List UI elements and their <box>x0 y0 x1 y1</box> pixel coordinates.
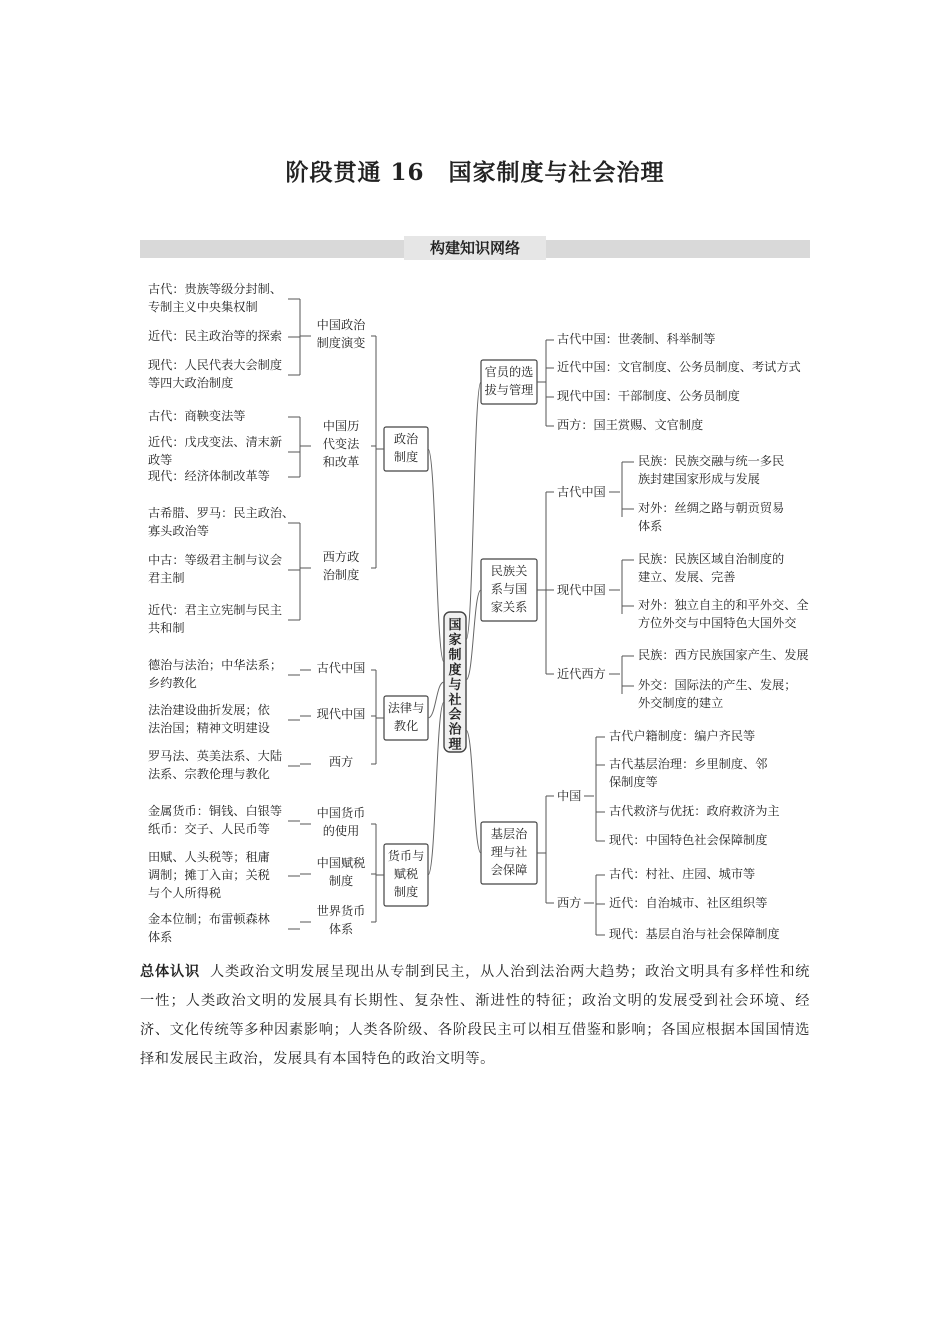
leaf-huobi-0-0-line: 金属货币：铜钱、白银等 <box>148 804 283 819</box>
leaf-falv-1-0 <box>148 702 270 735</box>
branch-zhengzhi-line: 制度 <box>393 450 419 465</box>
leaf-falv-0-0-line: 德治与法治；中华法系； <box>148 658 283 673</box>
sub-minzu-2: 近代西方 <box>557 667 606 681</box>
leaf-minzu-0-1 <box>638 500 784 533</box>
leaf-guanyuan-1-line: 近代中国：文官制度、公务员制度、考试方式 <box>557 360 801 375</box>
leaf-zhengzhi-1-1-line: 政等 <box>148 453 173 468</box>
leaf-jiceng-1-2 <box>609 926 780 941</box>
leaf-huobi-1-0-line: 田赋、人头税等；租庸 <box>148 850 270 865</box>
leaf-minzu-1-1-line: 对外：独立自主的和平外交、全 <box>638 598 809 613</box>
summary-heading: 总体认识 <box>140 964 201 980</box>
sub-falv-1 <box>317 706 366 721</box>
leaf-minzu-0-1-line: 对外：丝绸之路与朝贡贸易 <box>638 501 785 516</box>
sub-zhengzhi-1-line: 中国历 <box>322 419 360 434</box>
leaf-falv-0-0-line: 乡约教化 <box>148 676 197 691</box>
leaf-minzu-0-0 <box>638 453 784 486</box>
leaf-zhengzhi-0-2-line: 现代：人民代表大会制度 <box>148 358 283 373</box>
root-node-char: 治 <box>448 722 462 738</box>
root-node-char: 国 <box>448 618 462 633</box>
root-node <box>447 617 462 753</box>
leaf-minzu-2-0 <box>638 647 809 662</box>
sub-zhengzhi-1-line: 和改革 <box>322 455 360 470</box>
sub-minzu-1: 现代中国 <box>557 583 606 597</box>
leaf-jiceng-0-3-line: 现代：中国特色社会保障制度 <box>609 833 768 848</box>
sub-zhengzhi-0-line: 制度演变 <box>316 336 366 351</box>
leaf-minzu-1-1 <box>638 597 809 630</box>
sub-falv-2 <box>329 754 353 769</box>
branch-jiceng <box>491 827 528 877</box>
branch-falv-line: 法律与 <box>387 701 425 716</box>
leaf-jiceng-1-0 <box>609 866 755 881</box>
branch-huobi-connector <box>428 702 444 875</box>
leaf-zhengzhi-1-2-line: 现代：经济体制改革等 <box>148 469 270 484</box>
leaf-zhengzhi-2-2-line: 近代：君主立宪制与民主 <box>148 603 283 618</box>
branch-minzu-line: 系与国 <box>490 582 528 597</box>
leaf-huobi-2-0-line: 金本位制；布雷顿森林 <box>148 912 270 927</box>
branch-huobi-line: 货币与 <box>387 849 425 864</box>
leaf-zhengzhi-1-0-line: 古代：商鞅变法等 <box>148 409 246 424</box>
root-node-char: 与 <box>448 677 462 693</box>
sub-zhengzhi-1-line: 代变法 <box>322 437 360 452</box>
sub-huobi-0 <box>317 805 366 838</box>
leaf-minzu-0-0-line: 民族：民族交融与统一多民 <box>638 454 785 469</box>
leaf-jiceng-0-1-line: 古代基层治理：乡里制度、邻 <box>609 757 768 772</box>
leaf-guanyuan-2 <box>557 388 740 403</box>
sub-jiceng-0: 中国 <box>557 789 582 803</box>
leaf-zhengzhi-0-2-line: 等四大政治制度 <box>148 376 234 391</box>
branch-jiceng-connector <box>466 730 481 853</box>
leaf-zhengzhi-2-0-line: 古希腊、罗马：民主政治、 <box>148 506 295 521</box>
leaf-huobi-0-0 <box>148 803 282 836</box>
sub-falv-0 <box>317 660 366 675</box>
leaf-zhengzhi-0-1 <box>148 328 282 343</box>
branch-zhengzhi-connector <box>428 449 444 662</box>
leaf-minzu-1-1-line: 方位外交与中国特色大国外交 <box>638 616 797 631</box>
branch-huobi-line: 赋税 <box>393 867 419 882</box>
leaf-guanyuan-0-line: 古代中国：世袭制、科举制等 <box>557 332 716 347</box>
leaf-zhengzhi-2-2-line: 共和制 <box>148 621 185 636</box>
leaf-zhengzhi-1-1 <box>148 434 282 467</box>
branch-minzu-connector <box>466 590 481 680</box>
branch-falv-line: 教化 <box>393 719 419 734</box>
sub-huobi-2 <box>317 903 366 936</box>
branch-huobi-line: 制度 <box>393 885 419 900</box>
sub-huobi-0-line: 的使用 <box>322 824 360 839</box>
leaf-huobi-0-0-line: 纸币：交子、人民币等 <box>148 822 270 837</box>
section-header: 构建知识网络 <box>404 236 546 260</box>
sub-zhengzhi-0 <box>317 317 367 350</box>
branch-jiceng-line: 会保障 <box>490 863 528 878</box>
leaf-zhengzhi-2-1 <box>148 552 282 585</box>
root-node-char: 家 <box>448 632 462 648</box>
leaf-huobi-1-0-line: 与个人所得税 <box>148 886 222 901</box>
leaf-jiceng-1-1 <box>609 895 767 910</box>
leaf-falv-2-0 <box>148 748 282 781</box>
sub-huobi-0-line: 中国货币 <box>316 806 366 821</box>
leaf-zhengzhi-1-2 <box>148 468 270 483</box>
leaf-zhengzhi-0-0-line: 古代：贵族等级分封制、 <box>148 282 283 297</box>
branch-guanyuan-line: 拔与管理 <box>484 383 534 398</box>
sub-huobi-1-line: 中国赋税 <box>316 856 366 871</box>
sub-huobi-2-line: 体系 <box>328 922 354 937</box>
sub-falv-0-line: 古代中国 <box>316 661 366 676</box>
sub-jiceng-1: 西方 <box>557 896 582 910</box>
leaf-jiceng-1-0-line: 古代：村社、庄园、城市等 <box>609 867 756 882</box>
branch-minzu-line: 民族关 <box>490 564 528 579</box>
leaf-huobi-1-0-line: 调制；摊丁入亩；关税 <box>148 868 270 883</box>
page-title: 阶段贯通 16 国家制度与社会治理 <box>285 159 665 186</box>
root-node-char: 社 <box>448 692 462 708</box>
branch-minzu <box>491 564 528 614</box>
leaf-zhengzhi-2-1-line: 中古：等级君主制与议会 <box>148 553 283 568</box>
sub-huobi-1-line: 制度 <box>328 874 354 889</box>
summary-paragraph <box>140 958 810 1074</box>
leaf-minzu-0-0-line: 族封建国家形成与发展 <box>638 472 760 487</box>
leaf-falv-1-0-line: 法治建设曲折发展；依 <box>148 703 270 718</box>
sub-zhengzhi-1 <box>323 418 360 469</box>
leaf-guanyuan-2-line: 现代中国：干部制度、公务员制度 <box>557 389 740 404</box>
sub-zhengzhi-2 <box>323 549 360 582</box>
summary-text: 人类政治文明发展呈现出从专制到民主，从人治到法治两大趋势；政治文明具有多样性和统一性；人类政治文明的发展具有长期性、复杂性、渐进性的特征；政治文明的发展受到社会环境、经济、文化传统等多种因素影响；人类各阶级、各阶段民主可以相互借鉴和影响；各国应根据本国国情选择和发展民主政治，发展具有本国特色的政治文明等。 <box>140 964 810 1067</box>
leaf-jiceng-0-0-line: 古代户籍制度：编户齐民等 <box>609 729 756 744</box>
leaf-zhengzhi-2-1-line: 君主制 <box>148 571 185 586</box>
leaf-minzu-1-0 <box>638 551 784 584</box>
leaf-guanyuan-0 <box>557 331 715 346</box>
branch-guanyuan-connector <box>466 382 481 640</box>
leaf-jiceng-0-1-line: 保制度等 <box>609 775 658 790</box>
leaf-falv-0-0 <box>148 657 282 690</box>
leaf-zhengzhi-2-2 <box>148 602 282 635</box>
root-node-char: 制 <box>448 647 462 663</box>
leaf-jiceng-0-2-line: 古代救济与优抚：政府救济为主 <box>609 804 780 819</box>
sub-falv-1-line: 现代中国 <box>316 707 366 722</box>
branch-guanyuan-line: 官员的选 <box>484 365 534 380</box>
leaf-zhengzhi-1-1-line: 近代：戊戌变法、清末新 <box>148 435 283 450</box>
branch-jiceng-line: 基层治 <box>490 827 528 842</box>
leaf-minzu-1-0-line: 民族：民族区域自治制度的 <box>638 552 785 567</box>
leaf-minzu-1-0-line: 建立、发展、完善 <box>638 570 736 585</box>
leaf-falv-1-0-line: 法治国；精神文明建设 <box>148 721 270 736</box>
leaf-huobi-1-0 <box>148 849 270 900</box>
leaf-minzu-2-1-line: 外交：国际法的产生、发展； <box>638 678 797 693</box>
leaf-falv-2-0-line: 法系、宗教伦理与教化 <box>148 767 270 782</box>
leaf-jiceng-1-1-line: 近代：自治城市、社区组织等 <box>609 896 768 911</box>
leaf-huobi-2-0 <box>148 911 270 944</box>
leaf-guanyuan-3 <box>557 417 703 432</box>
sub-zhengzhi-0-line: 中国政治 <box>316 318 366 333</box>
sub-zhengzhi-2-line: 治制度 <box>322 568 360 583</box>
leaf-zhengzhi-0-1-line: 近代：民主政治等的探索 <box>148 329 283 344</box>
leaf-minzu-0-1-line: 体系 <box>638 519 663 534</box>
sub-minzu-0: 古代中国 <box>557 485 606 499</box>
leaf-zhengzhi-2-0 <box>148 505 294 538</box>
branch-zhengzhi-line: 政治 <box>393 432 419 447</box>
leaf-jiceng-0-2 <box>609 803 780 818</box>
leaf-zhengzhi-0-0 <box>148 281 282 314</box>
leaf-zhengzhi-0-2 <box>148 357 282 390</box>
leaf-falv-2-0-line: 罗马法、英美法系、大陆 <box>148 749 283 764</box>
sub-huobi-2-line: 世界货币 <box>316 904 366 919</box>
leaf-jiceng-0-1 <box>609 756 767 789</box>
leaf-guanyuan-3-line: 西方：国王赏赐、文官制度 <box>557 418 704 433</box>
leaf-minzu-2-1 <box>638 677 796 710</box>
leaf-jiceng-0-3 <box>609 832 767 847</box>
sub-huobi-1 <box>317 855 366 888</box>
leaf-jiceng-0-0 <box>609 728 755 743</box>
leaf-minzu-2-1-line: 外交制度的建立 <box>638 696 724 711</box>
root-node-char: 度 <box>448 662 462 678</box>
leaf-zhengzhi-2-0-line: 寡头政治等 <box>148 524 209 539</box>
leaf-zhengzhi-0-0-line: 专制主义中央集权制 <box>148 300 258 315</box>
leaf-huobi-2-0-line: 体系 <box>148 930 173 945</box>
branch-jiceng-line: 理与社 <box>490 845 528 860</box>
root-node-char: 会 <box>448 707 462 723</box>
leaf-zhengzhi-1-0 <box>148 408 246 423</box>
sub-falv-2-line: 西方 <box>328 755 354 770</box>
leaf-guanyuan-1 <box>557 359 801 374</box>
root-node-char: 理 <box>448 737 462 753</box>
sub-zhengzhi-2-line: 西方政 <box>322 550 360 565</box>
leaf-jiceng-1-2-line: 现代：基层自治与社会保障制度 <box>609 927 780 942</box>
branch-falv-connector <box>428 682 444 718</box>
branch-minzu-line: 家关系 <box>490 600 528 615</box>
leaf-minzu-2-0-line: 民族：西方民族国家产生、发展 <box>638 648 809 663</box>
